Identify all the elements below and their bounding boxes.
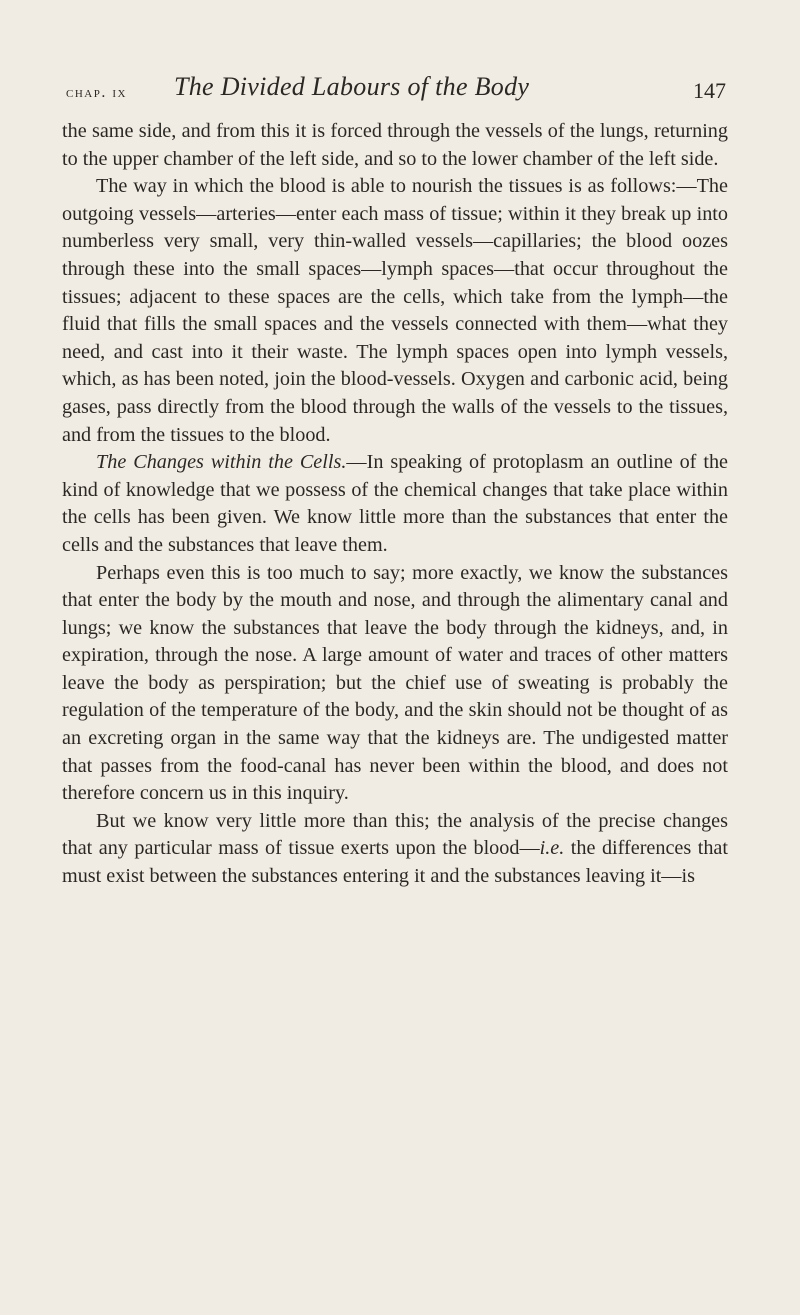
paragraph-5-start: But we know very little more than this; the analysis of the precise changes that any particular mass of tissue exerts upon the blood— xyxy=(62,809,728,860)
paragraph-5 xyxy=(62,808,728,891)
paragraph-3 xyxy=(62,449,728,559)
paragraph-4: Perhaps even this is too much to say; more exactly, we know the substances that enter the body by the mouth and nose, and through the alimentary canal and lungs; we know the substances that leave the body through the kidneys, and, in expiration, through the nose. A large amount of water and traces of other matters leave the body as perspiration; but the chief use of sweating is probably the regulation of the temperature of the body, and the skin should not be thought of as an excreting organ in the same way that the kidneys are. The undigested matter that passes from the food-canal has never been within the blood, and does not therefore concern us in this inquiry. xyxy=(62,561,728,805)
page-number: 147 xyxy=(693,78,726,103)
ie-abbreviation: i.e. xyxy=(539,837,565,860)
chapter-label: chap. ix xyxy=(66,84,127,101)
paragraph-2: The way in which the blood is able to nourish the tissues is as follows:—The outgoing vessels—arteries—enter each mass of tissue; within it they break up into numberless very small, very thin-walled vessels—capillaries; the blood oozes through these into the small spaces—lymph spaces—that occur throughout the tissues; adjacent to these spaces are the cells, which take from the lymph—the fluid that fills the small spaces and the vessels connected with them—what they need, and cast into it their waste. The lymph spaces open into lymph vessels, which, as has been noted, join the blood-vessels. Oxygen and carbonic acid, being gases, pass directly from the blood through the walls of the vessels to the tissues, and from the tissues to the blood. xyxy=(62,175,728,446)
section-heading: The Changes within the Cells. xyxy=(96,451,347,474)
running-title: The Divided Labours of the Body xyxy=(174,72,530,101)
body-text xyxy=(62,118,728,891)
paragraph-3-text: —In speaking of protoplasm an outline of the kind of knowledge that we possess of the chemical changes that take place within the cells has been given. We know little more than the substances that enter the cells and the substances that leave them. xyxy=(62,451,729,556)
running-head xyxy=(66,72,726,108)
paragraph-5-end: the differences that must exist between the substances entering it and the substances leaving it—is xyxy=(62,837,728,888)
paragraph-1: the same side, and from this it is forced through the vessels of the lungs, returning to the upper chamber of the left side, and so to the lower chamber of the left side. xyxy=(62,120,728,170)
